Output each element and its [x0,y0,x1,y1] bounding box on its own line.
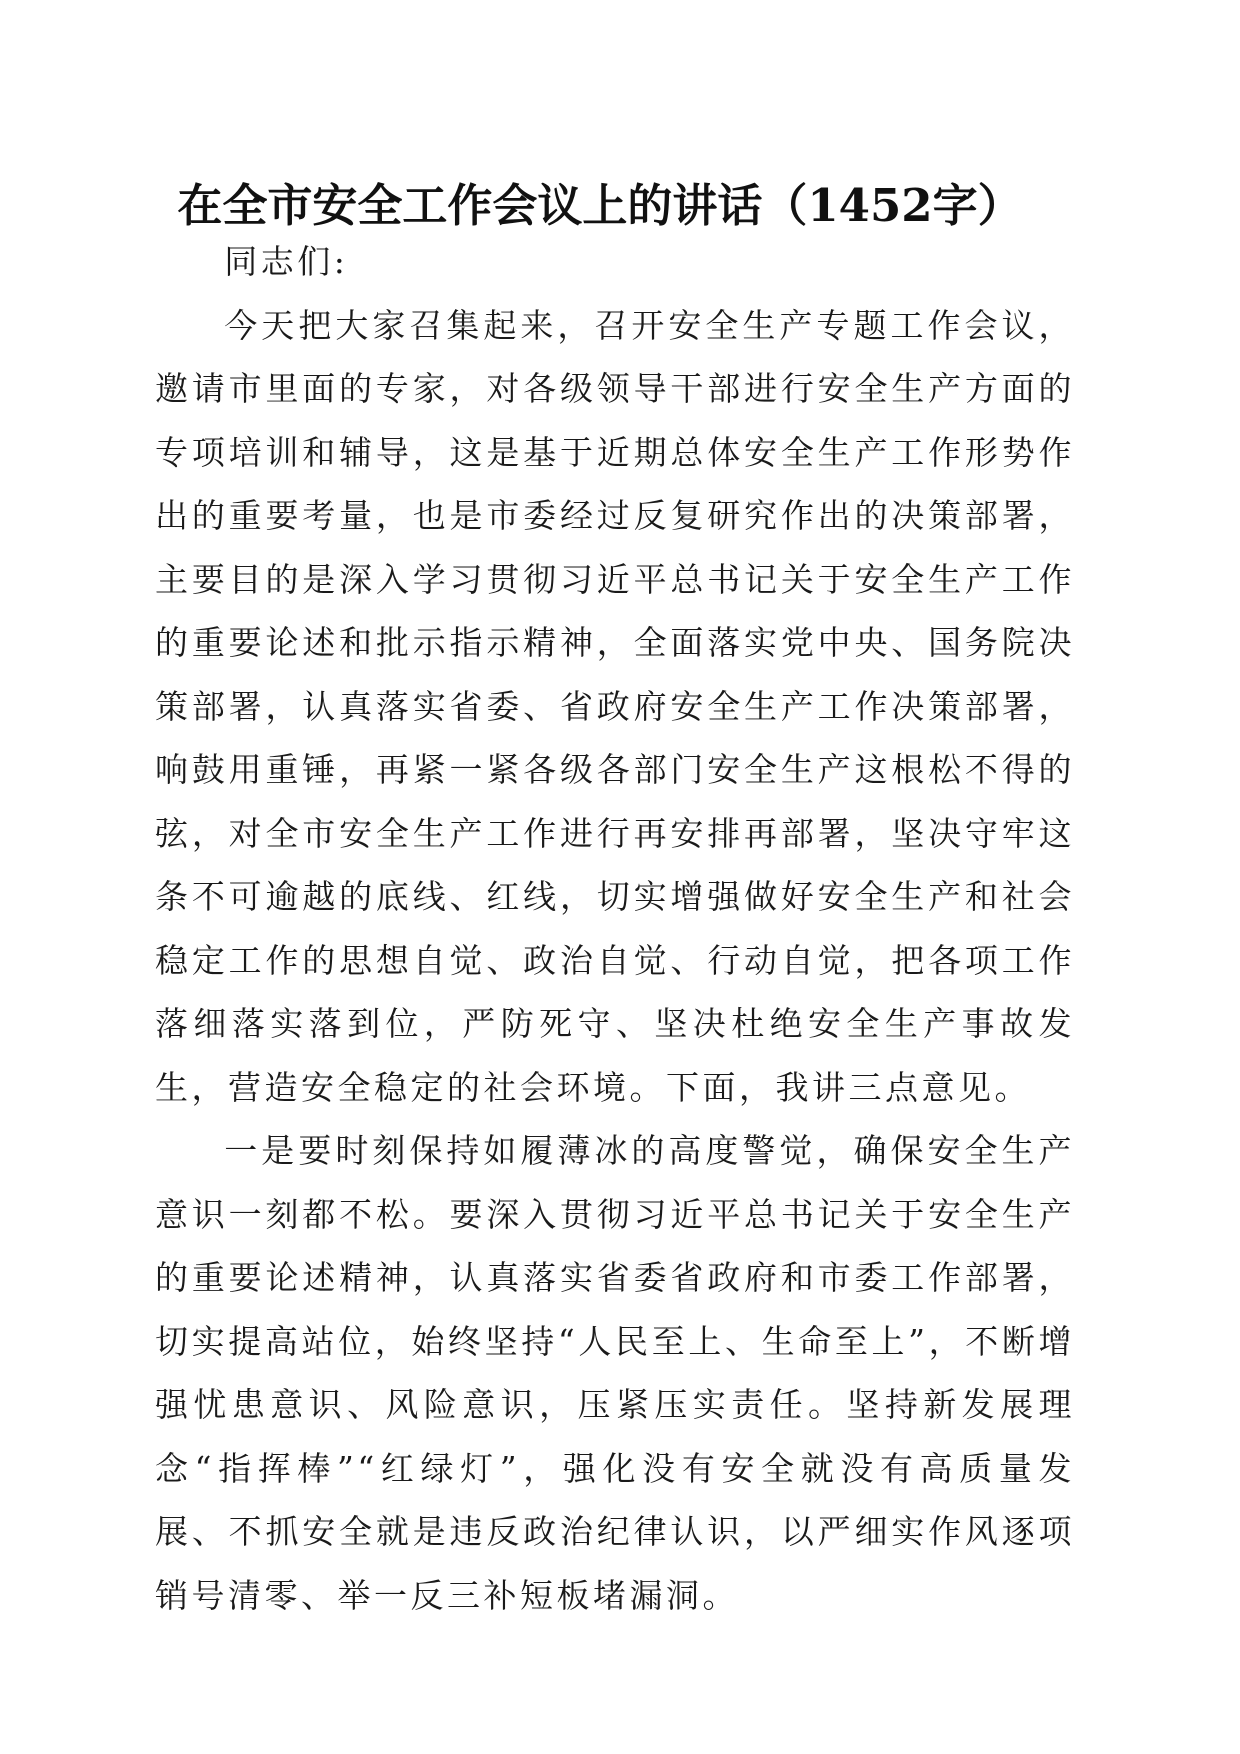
salutation: 同志们: [224,242,349,281]
paragraph-intro: 今天把大家召集起来，召开安全生产专题工作会议，邀请市里面的专家，对各级领导干部进行安全生产方面的专项培训和辅导，这是基于近期总体安全生产工作形势作出的重要考量，也是市委经过反复研究作出的决策部署，主要目的是深入学习贯彻习近平总书记关于安全生产工作的重要论述和批示指示精神，全面落实党中央、国务院决策部署，认真落实省委、省政府安全生产工作决策部署，响鼓用重锤，再紧一紧各级各部门安全生产这根松不得的弦，对全市安全生产工作进行再安排再部署，坚决守牢这条不可逾越的底线、红线，切实增强做好安全生产和社会稳定工作的思想自觉、政治自觉、行动自觉，把各项工作落细落实落到位，严防死守、坚决杜绝安全生产事故发生，营造安全稳定的社会环境。下面，我讲三点意见。 [155,305,1075,1107]
document-body [155,230,1075,1627]
paragraph-point-one: 一是要时刻保持如履薄冰的高度警觉，确保安全生产意识一刻都不松。要深入贯彻习近平总书记关于安全生产的重要论述精神，认真落实省委省政府和市委工作部署，切实提高站位，始终坚持“人民至上、生命至上”，不断增强忧患意识、风险意识，压紧压实责任。坚持新发展理念“指挥棒”“红绿灯”，强化没有安全就没有高质量发展、不抓安全就是违反政治纪律认识，以严细实作风逐项销号清零、举一反三补短板堵漏洞。 [155,1131,1075,1615]
document-title: 在全市安全工作会议上的讲话（1452字） [177,179,1023,232]
